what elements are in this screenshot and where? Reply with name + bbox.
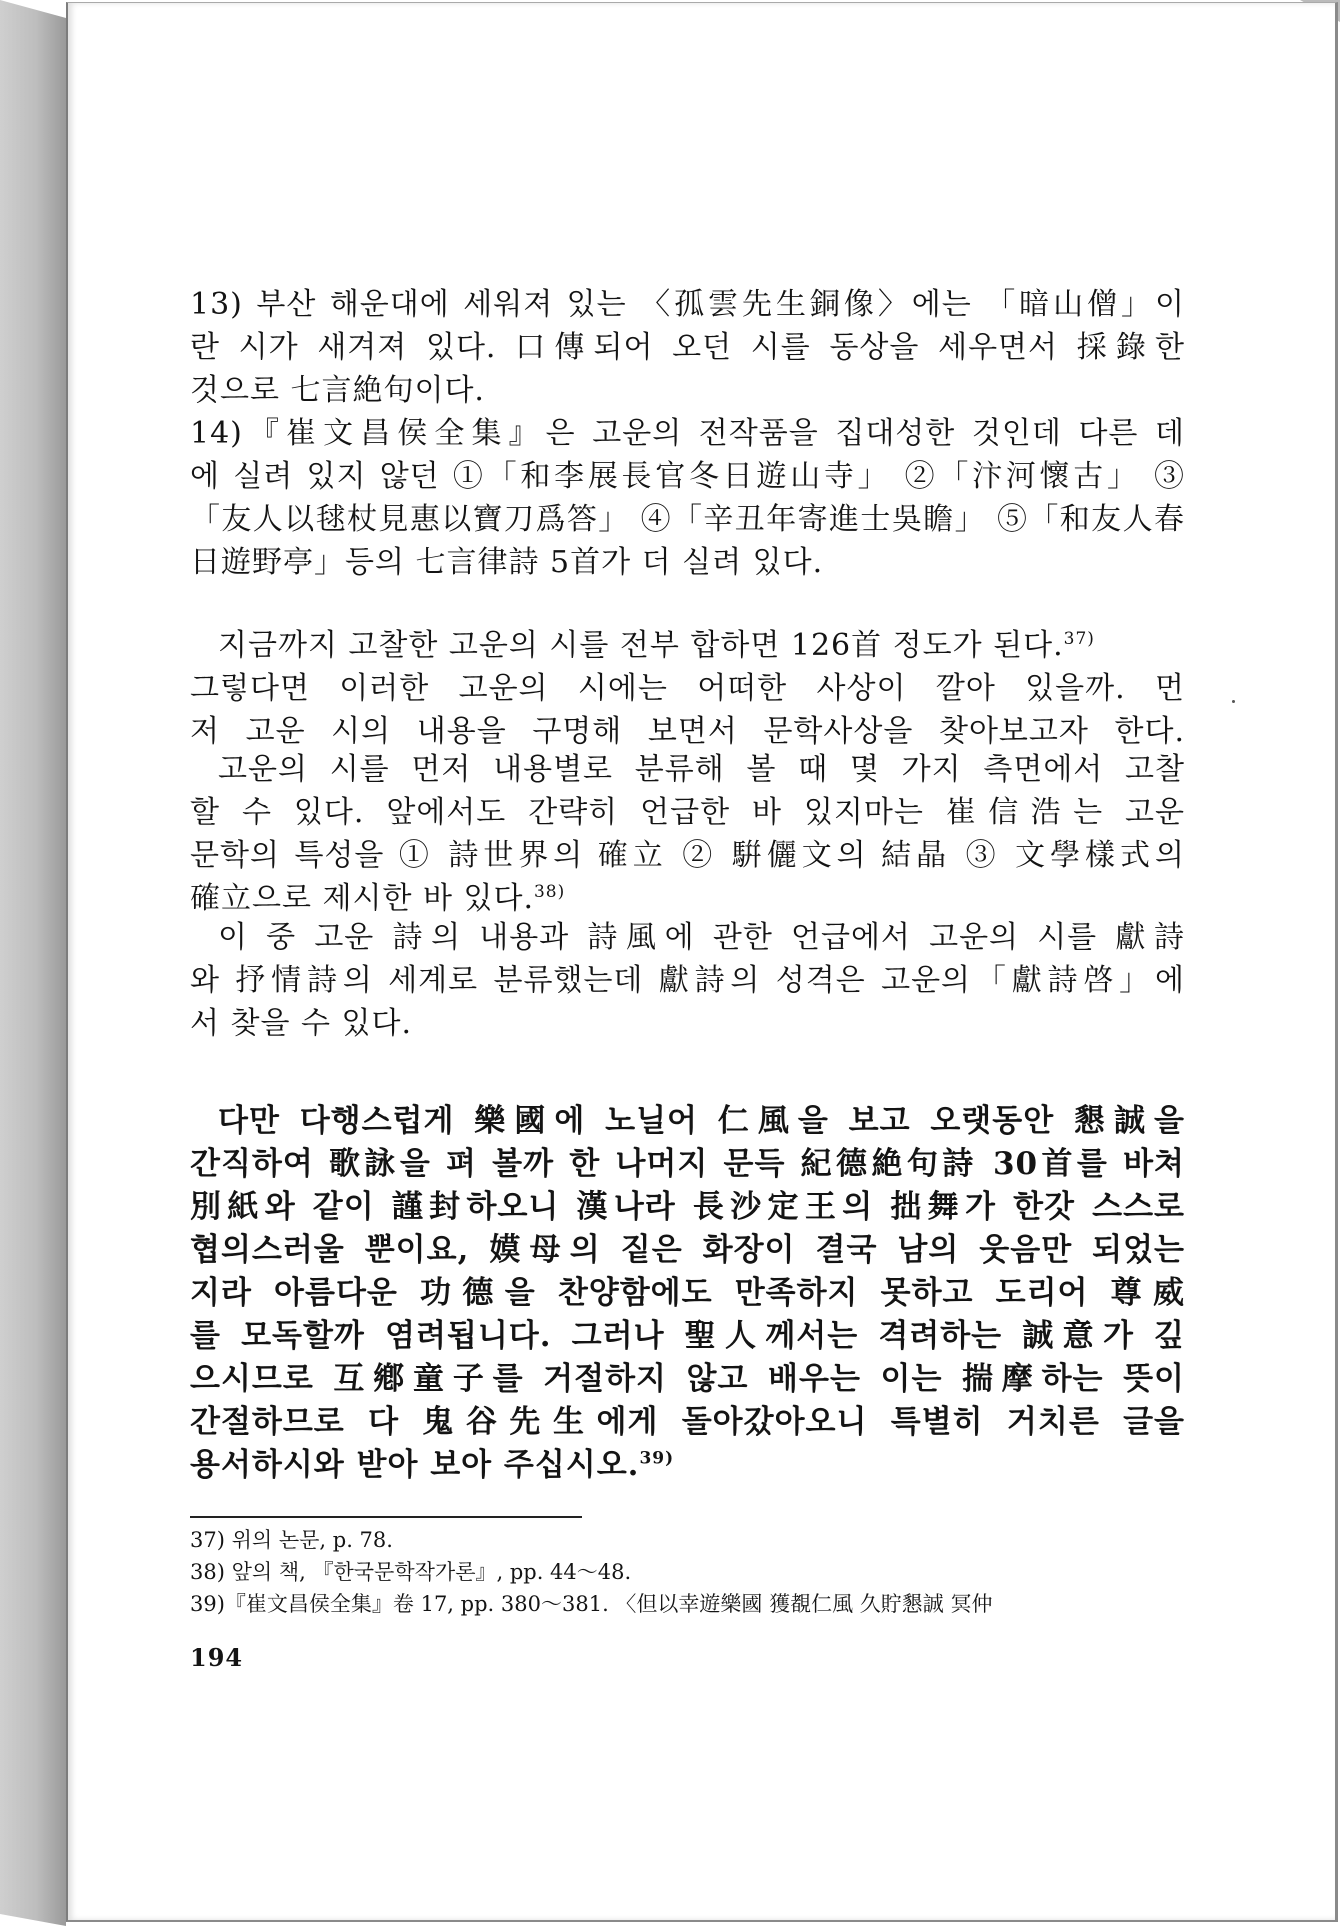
footnote-ref: 39) — [639, 1448, 675, 1469]
quote-line — [190, 1444, 1185, 1487]
footnote-39: 39)『崔文昌侯全集』卷 17, pp. 380～381. 〈但以幸遊樂國 獲覩仁風 久貯懇誠 冥仲 — [190, 1592, 993, 1616]
footnote-divider — [190, 1516, 582, 1518]
text-line: 14)『崔文昌侯全集』은 고운의 전작품을 집대성한 것인데 다른 데 — [190, 416, 1185, 451]
quote-line: 다만 다행스럽게 樂國에 노닐어 仁風을 보고 오랫동안 懇誠을 — [218, 1103, 1185, 1139]
quote-line: 지라 아름다운 功德을 찬양함에도 만족하지 못하고 도리어 尊威 — [190, 1275, 1185, 1311]
quote-line: 간직하여 歌詠을 펴 볼까 한 나머지 문득 紀德絶句詩 30首를 바쳐 — [190, 1146, 1185, 1182]
margin-dot — [1232, 700, 1235, 703]
text-line: 저 고운 시의 내용을 구명해 보면서 문학사상을 찾아보고자 한다. — [190, 714, 1185, 749]
book-spine — [0, 0, 66, 1926]
footnote-13-text — [190, 283, 1185, 412]
text-line: 에 실려 있지 않던 ①「和李展長官冬日遊山寺」 ②「汴河懷古」 ③ — [190, 459, 1185, 494]
footnote-37: 37) 위의 논문, p. 78. — [190, 1528, 393, 1552]
text-line-content: 용서하시와 받아 보아 주십시오. — [190, 1447, 640, 1483]
text-line: 이 중 고운 詩의 내용과 詩風에 관한 언급에서 고운의 시를 獻詩 — [218, 920, 1185, 955]
quote-line: 別紙와 같이 謹封하오니 漢나라 長沙定王의 拙舞가 한갓 스스로 — [190, 1189, 1185, 1225]
text-line: 13) 부산 해운대에 세워져 있는 〈孤雲先生銅像〉에는 「暗山僧」이 — [190, 287, 1185, 322]
text-line-content: 確立으로 제시한 바 있다. — [190, 881, 534, 916]
footnote-38: 38) 앞의 책, 『한국문학작가론』, pp. 44～48. — [190, 1560, 632, 1584]
text-line: 와 抒情詩의 세계로 분류했는데 獻詩의 성격은 고운의「獻詩啓」에 — [190, 963, 1185, 998]
quote-line: 를 모독할까 염려됩니다. 그러나 聖人께서는 격려하는 誠意가 깊 — [190, 1318, 1185, 1354]
text-line: 서 찾을 수 있다. — [190, 1006, 413, 1041]
footnote-14-text — [190, 412, 1185, 584]
quotation-block — [190, 1100, 1185, 1487]
quote-line: 협의스러울 뿐이요, 嫫母의 짙은 화장이 결국 남의 웃음만 되었는 — [190, 1232, 1185, 1268]
text-line: 고운의 시를 먼저 내용별로 분류해 볼 때 몇 가지 측면에서 고찰 — [218, 752, 1185, 787]
text-line: 日遊野亭」등의 七言律詩 5首가 더 실려 있다. — [190, 545, 824, 580]
footnote-ref: 38) — [533, 882, 566, 902]
text-line: 그렇다면 이러한 고운의 시에는 어떠한 사상이 깔아 있을까. 먼 — [190, 671, 1185, 706]
text-line: 란 시가 새겨져 있다. 口傳되어 오던 시를 동상을 세우면서 採錄한 — [190, 330, 1185, 365]
page-number: 194 — [190, 1643, 244, 1672]
paragraph-1 — [190, 624, 1185, 753]
text-line: 문학의 특성을 ① 詩世界의 確立 ② 騈儷文의 結晶 ③ 文學樣式의 — [190, 838, 1185, 873]
quote-line: 으시므로 互鄕童子를 거절하지 않고 배우는 이는 揣摩하는 뜻이 — [190, 1361, 1185, 1397]
text-line — [190, 877, 1185, 920]
paragraph-3 — [190, 916, 1185, 1045]
text-line-content: 지금까지 고찰한 고운의 시를 전부 합하면 126首 정도가 된다. — [218, 628, 1064, 663]
footnote-ref: 37) — [1063, 629, 1095, 649]
text-line: 것으로 七言絶句이다. — [190, 373, 485, 408]
quote-line: 간절하므로 다 鬼谷先生에게 돌아갔아오니 특별히 거치른 글을 — [190, 1404, 1185, 1440]
text-line — [190, 624, 1185, 667]
paragraph-2 — [190, 748, 1185, 920]
text-line: 할 수 있다. 앞에서도 간략히 언급한 바 있지마는 崔信浩는 고운 — [190, 795, 1185, 830]
text-line: 「友人以毬杖見惠以寶刀爲答」 ④「辛丑年寄進士吳瞻」 ⑤「和友人春 — [190, 502, 1185, 537]
footnotes-section — [190, 1524, 1185, 1620]
